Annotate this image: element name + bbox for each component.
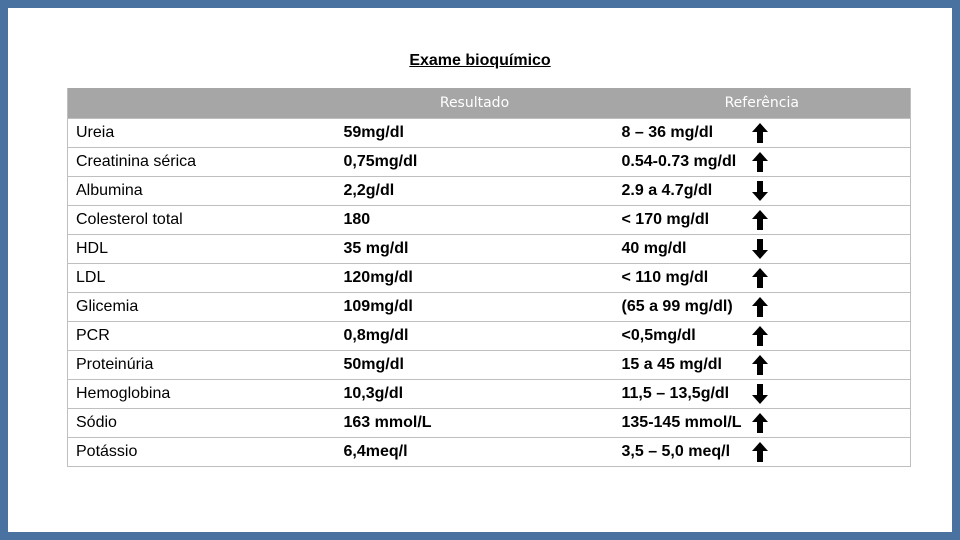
table-row xyxy=(68,380,911,409)
test-result: 180 xyxy=(336,206,614,235)
test-result: 2,2g/dl xyxy=(336,177,614,206)
test-result: 109mg/dl xyxy=(336,293,614,322)
reference-value: < 110 mg/dl xyxy=(621,269,709,286)
table-header-row xyxy=(68,88,911,119)
reference-value: 0.54-0.73 mg/dl xyxy=(621,153,737,170)
page-title: Exame bioquímico xyxy=(409,52,551,69)
arrow-down-icon xyxy=(752,181,768,201)
test-result: 59mg/dl xyxy=(336,119,614,148)
test-result: 0,8mg/dl xyxy=(336,322,614,351)
test-result: 50mg/dl xyxy=(336,351,614,380)
header-name xyxy=(68,88,336,119)
arrow-up-icon xyxy=(752,442,768,462)
reference-value: <0,5mg/dl xyxy=(621,327,696,344)
arrow-up-icon xyxy=(752,123,768,143)
table-row xyxy=(68,119,911,148)
test-name: Creatinina sérica xyxy=(68,148,336,177)
table-row xyxy=(68,148,911,177)
test-reference xyxy=(614,380,911,409)
table-row xyxy=(68,293,911,322)
test-name: Ureia xyxy=(68,119,336,148)
reference-value: 3,5 – 5,0 meq/l xyxy=(621,443,731,460)
test-reference xyxy=(614,409,911,438)
test-name: PCR xyxy=(68,322,336,351)
arrow-up-icon xyxy=(752,210,768,230)
table-row xyxy=(68,235,911,264)
table-row xyxy=(68,409,911,438)
reference-value: 135-145 mmol/L xyxy=(621,414,742,431)
test-reference xyxy=(614,438,911,467)
header-result: Resultado xyxy=(336,88,614,119)
table-row xyxy=(68,438,911,467)
arrow-up-icon xyxy=(752,152,768,172)
arrow-up-icon xyxy=(752,297,768,317)
arrow-down-icon xyxy=(752,239,768,259)
reference-value: 40 mg/dl xyxy=(621,240,687,257)
test-reference xyxy=(614,177,911,206)
test-reference xyxy=(614,119,911,148)
table-row xyxy=(68,177,911,206)
test-reference xyxy=(614,235,911,264)
test-reference xyxy=(614,206,911,235)
test-reference xyxy=(614,264,911,293)
test-result: 10,3g/dl xyxy=(336,380,614,409)
reference-value: 8 – 36 mg/dl xyxy=(621,124,714,141)
test-reference xyxy=(614,148,911,177)
test-result: 0,75mg/dl xyxy=(336,148,614,177)
test-result: 35 mg/dl xyxy=(336,235,614,264)
table-row xyxy=(68,351,911,380)
reference-value: 15 a 45 mg/dl xyxy=(621,356,722,373)
reference-value: 2.9 a 4.7g/dl xyxy=(621,182,713,199)
reference-value: < 170 mg/dl xyxy=(621,211,710,228)
table-row xyxy=(68,322,911,351)
test-result: 120mg/dl xyxy=(336,264,614,293)
test-result: 6,4meq/l xyxy=(336,438,614,467)
test-name: LDL xyxy=(68,264,336,293)
test-name: Proteinúria xyxy=(68,351,336,380)
test-name: Potássio xyxy=(68,438,336,467)
lab-results-table xyxy=(67,88,911,467)
test-reference xyxy=(614,351,911,380)
reference-value: 11,5 – 13,5g/dl xyxy=(621,385,730,402)
test-name: Hemoglobina xyxy=(68,380,336,409)
arrow-up-icon xyxy=(752,268,768,288)
header-reference: Referência xyxy=(614,88,911,119)
test-reference xyxy=(614,293,911,322)
arrow-down-icon xyxy=(752,384,768,404)
arrow-up-icon xyxy=(752,413,768,433)
test-name: Colesterol total xyxy=(68,206,336,235)
test-name: Glicemia xyxy=(68,293,336,322)
table-row xyxy=(68,206,911,235)
table-row xyxy=(68,264,911,293)
slide xyxy=(8,8,952,532)
test-name: HDL xyxy=(68,235,336,264)
arrow-up-icon xyxy=(752,355,768,375)
test-reference xyxy=(614,322,911,351)
test-name: Albumina xyxy=(68,177,336,206)
test-result: 163 mmol/L xyxy=(336,409,614,438)
reference-value: (65 a 99 mg/dl) xyxy=(621,298,733,315)
arrow-up-icon xyxy=(752,326,768,346)
test-name: Sódio xyxy=(68,409,336,438)
